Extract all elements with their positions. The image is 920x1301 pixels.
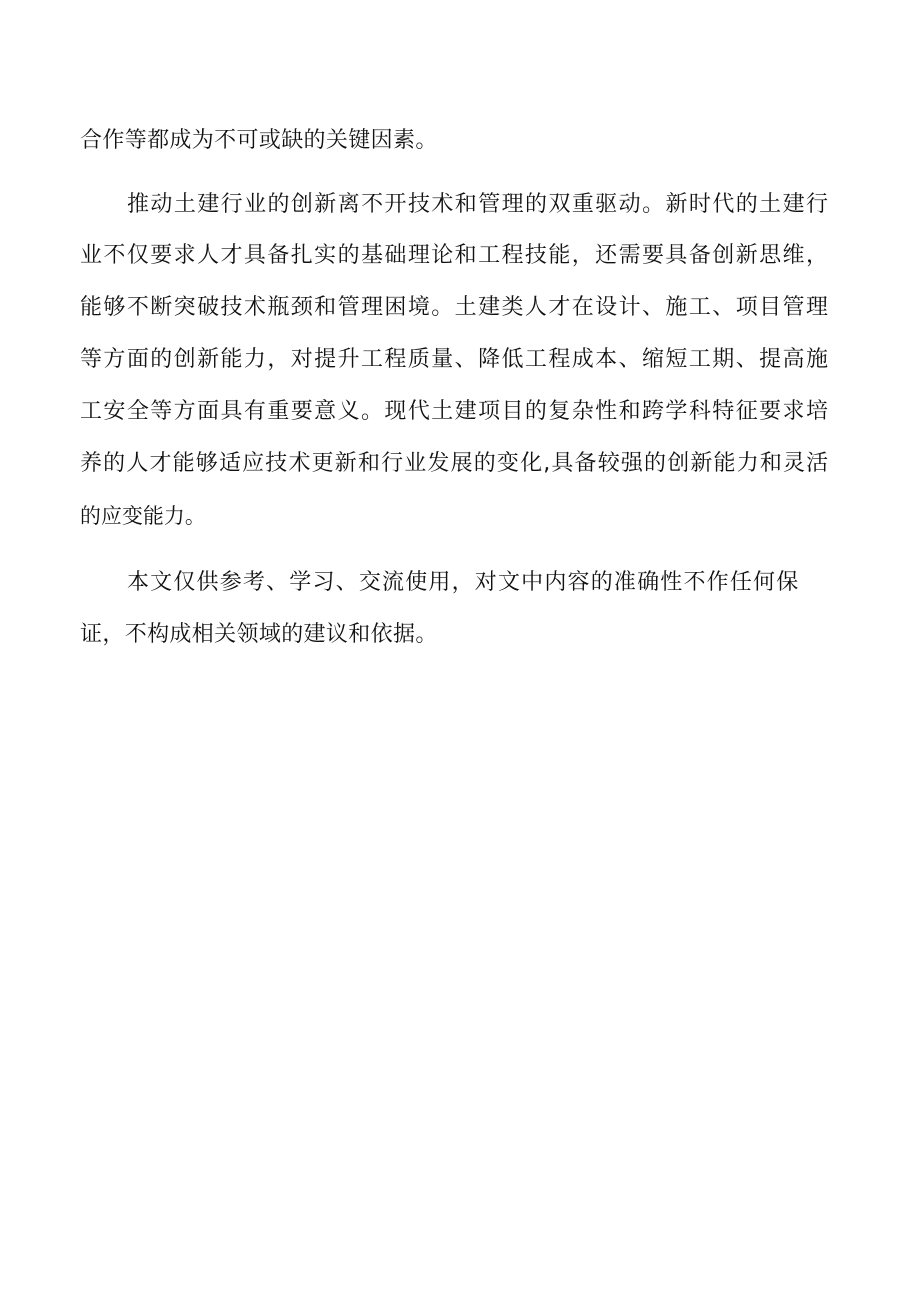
paragraph-2-line-5: 工安全等方面具有重要意义。现代土建项目的复杂性和跨学科特征要求培 [80,399,830,424]
paragraph-2-line-3: 能够不断突破技术瓶颈和管理困境。土建类人才在设计、施工、项目管理 [80,295,830,320]
paragraph-3-line-1: 本文仅供参考、学习、交流使用，对文中内容的准确性不作任何保 [127,570,800,595]
paragraph-2-line-4: 等方面的创新能力，对提升工程质量、降低工程成本、缩短工期、提高施 [80,347,830,372]
paragraph-2-line-6: 养的人才能够适应技术更新和行业发展的变化,具备较强的创新能力和灵活 [80,451,830,476]
paragraph-2-line-7: 的应变能力。 [80,504,206,528]
paragraph-2-line-1: 推动土建行业的创新离不开技术和管理的双重驱动。新时代的土建行 [127,192,830,217]
paragraph-2-line-2: 业不仅要求人才具备扎实的基础理论和工程技能，还需要具备创新思维， [80,243,830,268]
paragraph-1-line-1: 合作等都成为不可或缺的关键因素。 [80,128,438,153]
paragraph-3-line-2: 证，不构成相关领域的建议和依据。 [80,622,438,647]
